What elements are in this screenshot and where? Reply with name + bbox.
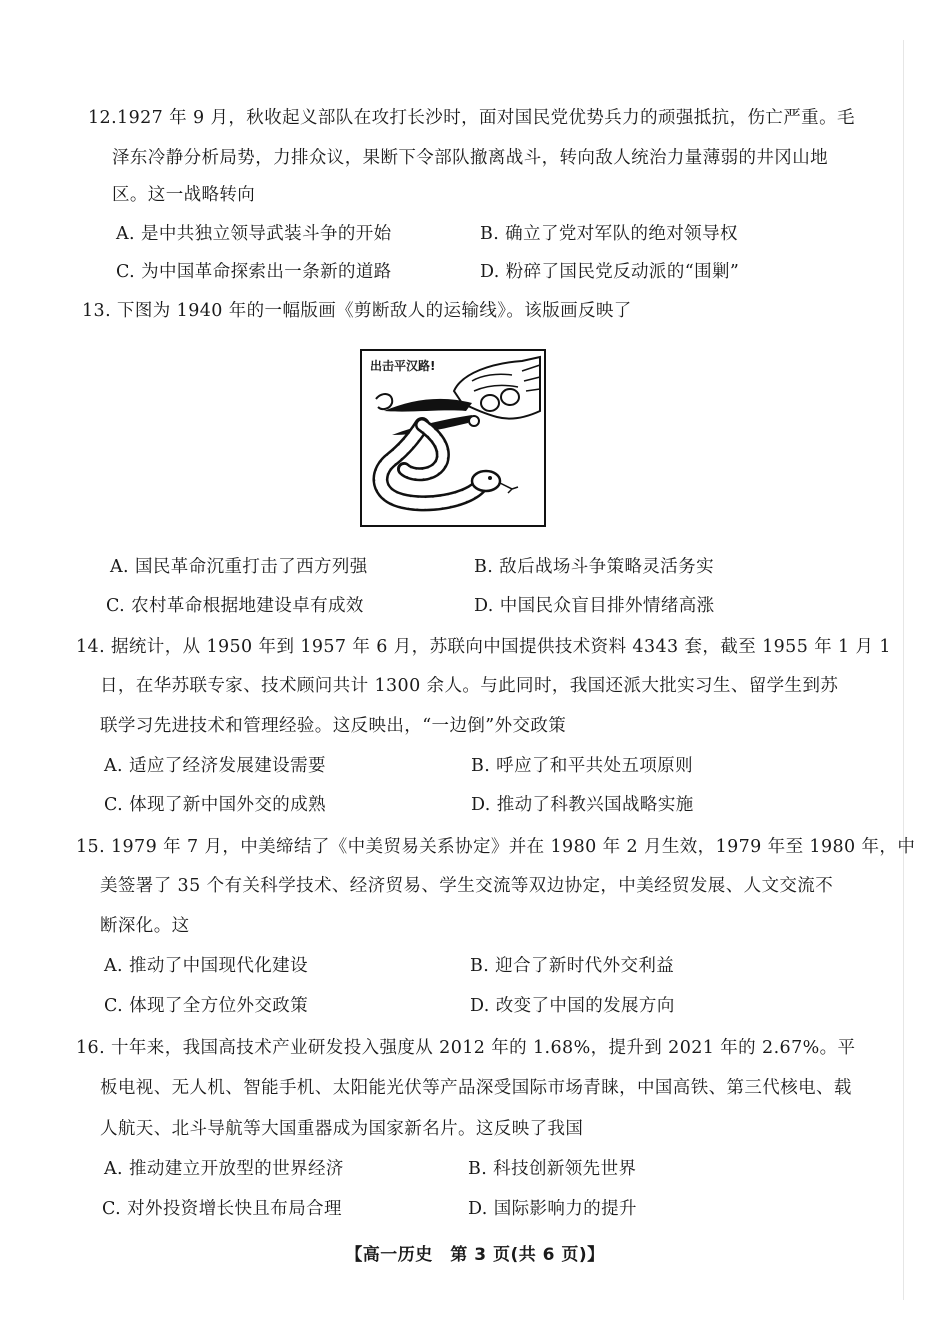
page-edge-line [903, 40, 904, 1300]
question-14-line-2: 日，在华苏联专家、技术顾问共计 1300 余人。与此同时，我国还派大批实习生、留学生到苏 [100, 676, 839, 696]
question-12-option-d[interactable]: D. 粉碎了国民党反动派的“围剿” [480, 262, 740, 282]
question-12-option-a[interactable]: A. 是中共独立领导武装斗争的开始 [116, 224, 392, 244]
snake-scissors-illustration [362, 351, 544, 525]
question-15-line-3: 断深化。这 [100, 916, 190, 936]
question-15-option-b[interactable]: B. 迎合了新时代外交利益 [470, 956, 675, 976]
question-14-option-b[interactable]: B. 呼应了和平共处五项原则 [471, 756, 694, 776]
question-14-option-c[interactable]: C. 体现了新中国外交的成熟 [104, 795, 326, 815]
question-15-option-d[interactable]: D. 改变了中国的发展方向 [470, 996, 675, 1016]
question-16-line-2: 板电视、无人机、智能手机、太阳能光伏等产品深受国际市场青睐，中国高铁、第三代核电、载 [100, 1078, 852, 1098]
question-16-option-a[interactable]: A. 推动建立开放型的世界经济 [104, 1159, 344, 1179]
question-12-option-b[interactable]: B. 确立了党对军队的绝对领导权 [480, 224, 738, 244]
question-15-option-c[interactable]: C. 体现了全方位外交政策 [104, 996, 309, 1016]
question-14-option-a[interactable]: A. 适应了经济发展建设需要 [104, 756, 326, 776]
question-14-option-d[interactable]: D. 推动了科教兴国战略实施 [471, 795, 694, 815]
woodcut-print-figure [360, 349, 546, 527]
question-16-option-b[interactable]: B. 科技创新领先世界 [468, 1159, 637, 1179]
question-15-line-1: 15. 1979 年 7 月，中美缔结了《中美贸易关系协定》并在 1980 年 2 月生效，1979 年至 1980 年，中 [76, 837, 916, 857]
question-13-option-a[interactable]: A. 国民革命沉重打击了西方列强 [110, 557, 368, 577]
question-15-line-2: 美签署了 35 个有关科学技术、经济贸易、学生交流等双边协定，中美经贸发展、人文交流不 [100, 876, 834, 896]
question-13-option-d[interactable]: D. 中国民众盲目排外情绪高涨 [474, 596, 715, 616]
question-14-line-1: 14. 据统计，从 1950 年到 1957 年 6 月，苏联向中国提供技术资料 4343 套，截至 1955 年 1 月 1 [76, 637, 891, 657]
figure-caption: 出击平汉路! [370, 359, 436, 373]
question-16-option-d[interactable]: D. 国际影响力的提升 [468, 1199, 637, 1219]
question-16-line-3: 人航天、北斗导航等大国重器成为国家新名片。这反映了我国 [100, 1119, 584, 1139]
question-14-line-3: 联学习先进技术和管理经验。这反映出，“一边倒”外交政策 [100, 716, 567, 736]
question-12-line-2: 泽东冷静分析局势，力排众议，果断下令部队撤离战斗，转向敌人统治力量薄弱的井冈山地 [112, 148, 828, 168]
question-12-option-c[interactable]: C. 为中国革命探索出一条新的道路 [116, 262, 392, 282]
question-13-option-c[interactable]: C. 农村革命根据地建设卓有成效 [106, 596, 364, 616]
question-12-line-1: 12.1927 年 9 月，秋收起义部队在攻打长沙时，面对国民党优势兵力的顽强抵抗，伤亡严重。毛 [88, 108, 855, 128]
question-12-line-3: 区。这一战略转向 [112, 185, 256, 205]
question-16-option-c[interactable]: C. 对外投资增长快且布局合理 [102, 1199, 342, 1219]
question-13-option-b[interactable]: B. 敌后战场斗争策略灵活务实 [474, 557, 714, 577]
page-footer: 【高一历史 第 3 页(共 6 页)】 [345, 1245, 605, 1265]
question-16-line-1: 16. 十年来，我国高技术产业研发投入强度从 2012 年的 1.68%，提升到 2021 年的 2.67%。平 [76, 1038, 856, 1058]
question-15-option-a[interactable]: A. 推动了中国现代化建设 [104, 956, 308, 976]
question-13-line-1: 13. 下图为 1940 年的一幅版画《剪断敌人的运输线》。该版画反映了 [82, 301, 632, 321]
